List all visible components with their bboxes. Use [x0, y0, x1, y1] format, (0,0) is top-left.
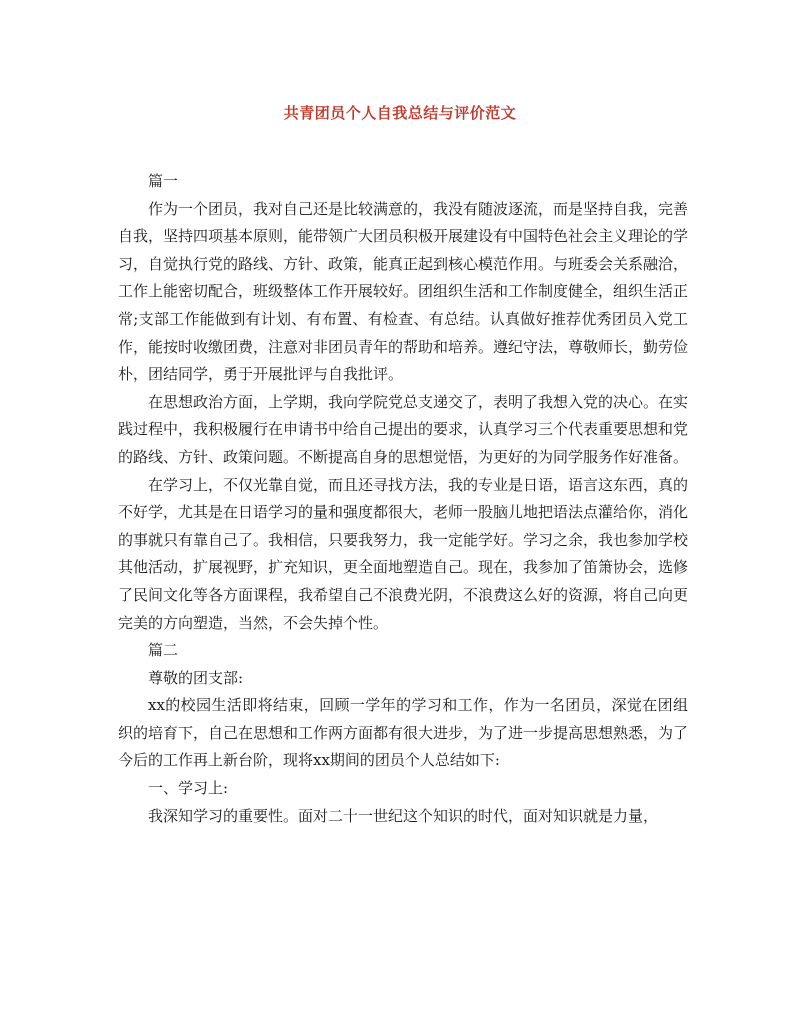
paragraph: 在学习上，不仅光靠自觉，而且还寻找方法，我的专业是日语，语言这东西，真的不好学，尤其是在日语学习的量和强度都很大，老师一股脑儿地把语法点灌给你，消化的事就只有靠自己了。我相信，只要我努力，我一定能学好。学习之余，我也参加学校其他活动，扩展视野，扩充知识，更全面地塑造自己。现在，我参加了笛箫协会，选修了民间文化等各方面课程，我希望自己不浪费光阴，不浪费这么好的资源，将自己向更完美的方向塑造，当然，不会失掉个性。 — [118, 475, 689, 632]
paragraph: 在思想政治方面，上学期，我向学院党总支递交了，表明了我想入党的决心。在实践过程中，我积极履行在申请书中给自己提出的要求，认真学习三个代表重要思想和党的路线、方针、政策问题。不断提高自身的思想觉悟，为更好的为同学服务作好准备。 — [118, 392, 689, 466]
paragraph: 作为一个团员，我对自己还是比较满意的，我没有随波逐流，而是坚持自我，完善自我，坚持四项基本原则，能带领广大团员积极开展建设有中国特色社会主义理论的学习，自觉执行党的路线、方针、政策，能真正起到核心模范作用。与班委会关系融洽，工作上能密切配合，班级整体工作开展较好。团组织生活和工作制度健全，组织生活正常;支部工作能做到有计划、有布置、有检查、有总结。认真做好推荐优秀团员入党工作，能按时收缴团费，注意对非团员青年的帮助和培养。遵纪守法，尊敬师长，勤劳俭朴，团结同学，勇于开展批评与自我批评。 — [118, 199, 689, 384]
paragraph: 我深知学习的重要性。面对二十一世纪这个知识的时代，面对知识就是力量， — [148, 806, 659, 825]
document-body — [118, 168, 688, 830]
paragraph: xx的校园生活即将结束，回顾一学年的学习和工作，作为一名团员，深觉在团组织的培育下，自己在思想和工作两方面都有很大进步，为了进一步提高思想熟悉，为了今后的工作再上新台阶，现将xx期间的团员个人总结如下: — [118, 696, 689, 770]
section-heading-2: 篇二 — [148, 641, 179, 660]
document-title: 共青团员个人自我总结与评价范文 — [283, 104, 517, 122]
subheading-study: 一、学习上: — [148, 779, 229, 798]
salutation: 尊敬的团支部: — [148, 668, 244, 687]
section-heading-1: 篇一 — [148, 172, 179, 190]
